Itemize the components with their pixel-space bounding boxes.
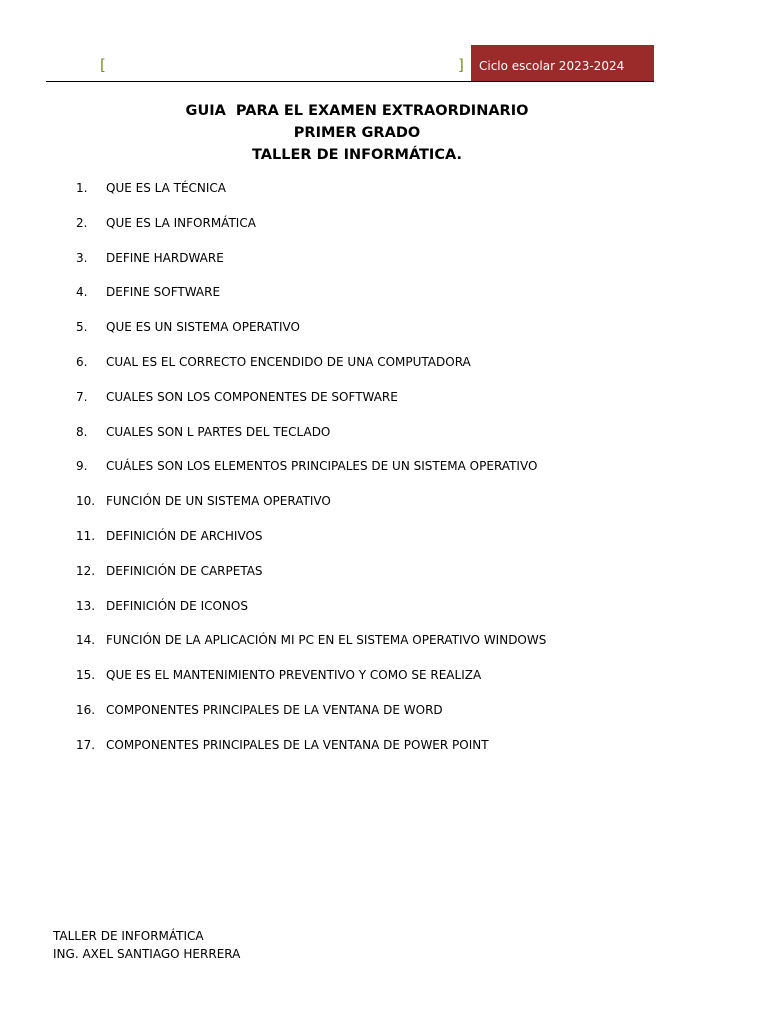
question-number: 5. xyxy=(76,320,88,335)
question-number: 7. xyxy=(76,389,88,404)
question-number: 8. xyxy=(76,424,88,439)
question-number: 12. xyxy=(76,563,96,578)
question-item xyxy=(60,703,546,738)
footer-line-1: TALLER DE INFORMÁTICA xyxy=(53,929,204,943)
question-text: DEFINICIÓN DE ARCHIVOS xyxy=(106,528,263,543)
question-number: 10. xyxy=(76,494,96,509)
question-number: 9. xyxy=(76,459,88,474)
question-text: CUÁLES SON LOS ELEMENTOS PRINCIPALES DE UN SISTEMA OPERATIVO xyxy=(106,459,538,474)
question-number: 11. xyxy=(76,528,96,543)
question-item xyxy=(60,494,546,529)
question-item xyxy=(60,181,546,216)
question-item xyxy=(60,355,546,390)
question-number: 13. xyxy=(76,598,96,613)
school-cycle-text: Ciclo escolar 2023-2024 xyxy=(479,59,625,73)
question-number: 2. xyxy=(76,215,88,230)
question-text: COMPONENTES PRINCIPALES DE LA VENTANA DE WORD xyxy=(106,702,443,717)
question-text: COMPONENTES PRINCIPALES DE LA VENTANA DE POWER POINT xyxy=(106,737,489,752)
question-number: 15. xyxy=(76,668,96,683)
question-item xyxy=(60,633,546,668)
question-item xyxy=(60,668,546,703)
question-text: QUE ES LA INFORMÁTICA xyxy=(106,215,256,230)
header-bracket-left: [ xyxy=(100,56,106,74)
question-text: DEFINE HARDWARE xyxy=(106,250,224,265)
title-line-1: GUIA PARA EL EXAMEN EXTRAORDINARIO xyxy=(185,103,529,119)
question-item xyxy=(60,529,546,564)
question-text: CUALES SON L PARTES DEL TECLADO xyxy=(106,424,331,439)
question-number: 6. xyxy=(76,354,88,369)
question-item xyxy=(60,564,546,599)
question-number: 1. xyxy=(76,181,88,195)
question-text: CUAL ES EL CORRECTO ENCENDIDO DE UNA COMPUTADORA xyxy=(106,354,471,369)
question-item xyxy=(60,459,546,494)
question-item xyxy=(60,320,546,355)
question-text: DEFINICIÓN DE ICONOS xyxy=(106,598,248,613)
question-number: 17. xyxy=(76,737,96,752)
question-text: QUE ES UN SISTEMA OPERATIVO xyxy=(106,320,300,335)
footer-line-2: ING. AXEL SANTIAGO HERRERA xyxy=(53,947,241,961)
header-divider xyxy=(46,81,654,82)
question-text: FUNCIÓN DE LA APLICACIÓN MI PC EN EL SISTEMA OPERATIVO WINDOWS xyxy=(106,633,547,648)
question-number: 4. xyxy=(76,285,88,300)
title-line-3: TALLER DE INFORMÁTICA. xyxy=(252,147,462,163)
question-number: 3. xyxy=(76,250,88,265)
title-line-2: PRIMER GRADO xyxy=(293,125,421,141)
question-text: DEFINE SOFTWARE xyxy=(106,285,221,300)
question-item xyxy=(60,425,546,460)
question-item xyxy=(60,216,546,251)
question-number: 16. xyxy=(76,702,96,717)
question-text: QUE ES LA TÉCNICA xyxy=(106,181,227,195)
question-item xyxy=(60,285,546,320)
question-text: QUE ES EL MANTENIMIENTO PREVENTIVO Y COMO SE REALIZA xyxy=(106,668,482,683)
document-title xyxy=(0,100,714,166)
question-item xyxy=(60,251,546,286)
header-bracket-right: ] xyxy=(458,56,464,74)
school-cycle-badge xyxy=(471,45,654,81)
question-item xyxy=(60,738,546,773)
page-footer xyxy=(53,927,240,963)
question-text: FUNCIÓN DE UN SISTEMA OPERATIVO xyxy=(106,494,331,509)
question-item xyxy=(60,599,546,634)
question-text: CUALES SON LOS COMPONENTES DE SOFTWARE xyxy=(106,389,398,404)
question-item xyxy=(60,390,546,425)
question-list xyxy=(60,181,546,773)
question-number: 14. xyxy=(76,633,96,648)
question-text: DEFINICIÓN DE CARPETAS xyxy=(106,563,263,578)
